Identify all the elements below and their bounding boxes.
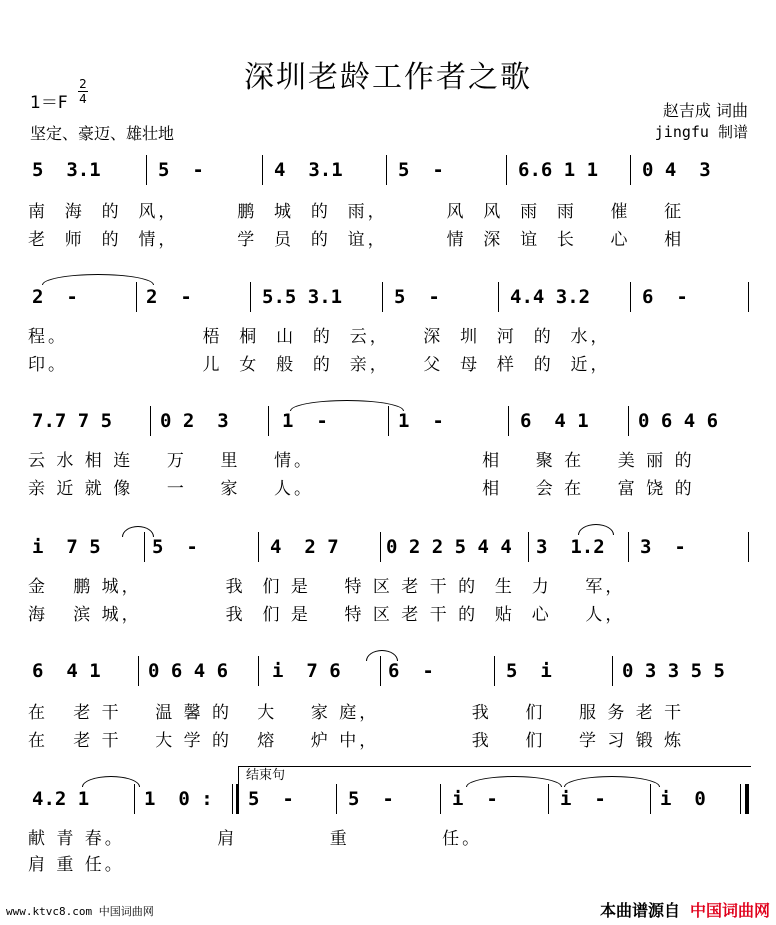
measure: 6 - — [642, 286, 688, 308]
source-credit — [600, 898, 770, 921]
barline — [250, 282, 251, 312]
barline — [268, 406, 269, 436]
barline — [138, 656, 139, 686]
measure: 5 - — [348, 788, 394, 810]
key-signature — [30, 77, 87, 113]
barline — [388, 406, 389, 436]
song-title: 深圳老龄工作者之歌 — [244, 60, 532, 95]
measure: 1 - — [282, 410, 328, 432]
final-barline — [745, 784, 749, 814]
notes-line — [28, 656, 752, 686]
measure: 6 4 1 — [32, 660, 101, 682]
measure: 2 - — [146, 286, 192, 308]
measure: 5 i — [506, 660, 552, 682]
barline — [748, 532, 749, 562]
measure: 0 4 3 — [642, 159, 711, 181]
notes-line — [28, 406, 752, 436]
measure: 3 1.2 — [536, 536, 605, 558]
lyric-verse-2: 海 滨 城， 我 们 是 特 区 老 干 的 贴 心 人， — [28, 605, 626, 625]
barline — [136, 282, 137, 312]
measure: 1 0 : — [144, 788, 213, 810]
measure: 1 - — [398, 410, 444, 432]
measure: 5.5 3.1 — [262, 286, 343, 308]
barline — [146, 155, 147, 185]
lyric-verse-1: 程。 梧 桐 山 的 云， 深 圳 河 的 水， — [28, 327, 611, 347]
measure: i 7 5 — [32, 536, 101, 558]
lyric-verse-2: 肩 重 任。 — [28, 855, 125, 875]
measure: 4 2 7 — [270, 536, 339, 558]
lyric-verse-2: 老 师 的 情， 学 员 的 谊， 情 深 谊 长 心 相 — [28, 230, 685, 250]
key-label: 1＝F — [30, 93, 68, 113]
barline — [498, 282, 499, 312]
notes-line — [28, 532, 752, 562]
barline — [506, 155, 507, 185]
brand-link[interactable]: 中国词曲网 — [689, 901, 770, 920]
barline — [630, 155, 631, 185]
tempo-marking: 坚定、豪迈、雄壮地 — [30, 124, 175, 143]
site-watermark: www.ktvc8.com 中国词曲网 — [6, 905, 154, 918]
barline — [612, 656, 613, 686]
lyric-verse-1: 在 老 干 温 馨 的 大 家 庭， 我 们 服 务 老 干 — [28, 703, 685, 723]
notes-line — [28, 155, 752, 185]
barline — [494, 656, 495, 686]
measure: 6 4 1 — [520, 410, 589, 432]
barline — [528, 532, 529, 562]
source-label: 本曲谱源自 — [599, 901, 680, 920]
time-signature — [78, 78, 88, 105]
barline — [380, 656, 381, 686]
measure: 7.7 7 5 — [32, 410, 113, 432]
barline — [134, 784, 135, 814]
lyric-verse-1: 金 鹏 城， 我 们 是 特 区 老 干 的 生 力 军， — [28, 577, 626, 597]
measure: 2 - — [32, 286, 78, 308]
time-numerator: 2 — [79, 77, 87, 91]
measure: 0 3 3 5 5 — [622, 660, 725, 682]
barline — [630, 282, 631, 312]
barline — [336, 784, 337, 814]
barline — [232, 784, 233, 814]
measure: 5 - — [158, 159, 204, 181]
barline — [258, 656, 259, 686]
measure: 5 - — [394, 286, 440, 308]
measure: 0 2 2 5 4 4 — [386, 536, 512, 558]
barline — [548, 784, 549, 814]
arranger-credit: jingfu 制谱 — [654, 123, 748, 141]
barline — [628, 532, 629, 562]
lyric-verse-1: 南 海 的 风， 鹏 城 的 雨， 风 风 雨 雨 催 征 — [28, 202, 685, 222]
notes-line — [28, 784, 752, 814]
composer-credit: 赵吉成 词曲 — [662, 101, 748, 120]
measure: 0 2 3 — [160, 410, 229, 432]
barline — [144, 532, 145, 562]
measure: 4 3.1 — [274, 159, 343, 181]
lyric-verse-1: 云 水 相 连 万 里 情。 相 聚 在 美 丽 的 — [28, 451, 695, 471]
measure: i 0 — [660, 788, 706, 810]
lyric-verse-1: 献 青 春。 肩 重 任。 — [28, 829, 483, 849]
notes-line — [28, 282, 752, 312]
lyric-verse-2: 亲 近 就 像 一 家 人。 相 会 在 富 饶 的 — [28, 479, 695, 499]
barline — [628, 406, 629, 436]
lyric-verse-2: 在 老 干 大 学 的 熔 炉 中， 我 们 学 习 锻 炼 — [28, 731, 685, 751]
barline — [236, 784, 239, 814]
measure: 3 - — [640, 536, 686, 558]
measure: 4.2 1 — [32, 788, 90, 810]
measure: 5 - — [398, 159, 444, 181]
time-denominator: 4 — [79, 92, 87, 106]
barline — [150, 406, 151, 436]
barline — [440, 784, 441, 814]
barline — [508, 406, 509, 436]
barline — [748, 282, 749, 312]
measure: i - — [452, 788, 498, 810]
barline — [262, 155, 263, 185]
barline — [386, 155, 387, 185]
measure: 5 - — [152, 536, 198, 558]
measure: i - — [560, 788, 606, 810]
volta-label: 结束句 — [246, 768, 286, 783]
final-barline — [740, 784, 741, 814]
measure: 0 6 4 6 — [638, 410, 719, 432]
measure: 5 - — [248, 788, 294, 810]
lyric-verse-2: 印。 儿 女 般 的 亲， 父 母 样 的 近， — [28, 355, 611, 375]
measure: 6 - — [388, 660, 434, 682]
barline — [382, 282, 383, 312]
measure: i 7 6 — [272, 660, 341, 682]
barline — [258, 532, 259, 562]
barline — [650, 784, 651, 814]
barline — [380, 532, 381, 562]
measure: 4.4 3.2 — [510, 286, 591, 308]
measure: 0 6 4 6 — [148, 660, 229, 682]
measure: 5 3.1 — [32, 159, 101, 181]
measure: 6.6 1 1 — [518, 159, 599, 181]
